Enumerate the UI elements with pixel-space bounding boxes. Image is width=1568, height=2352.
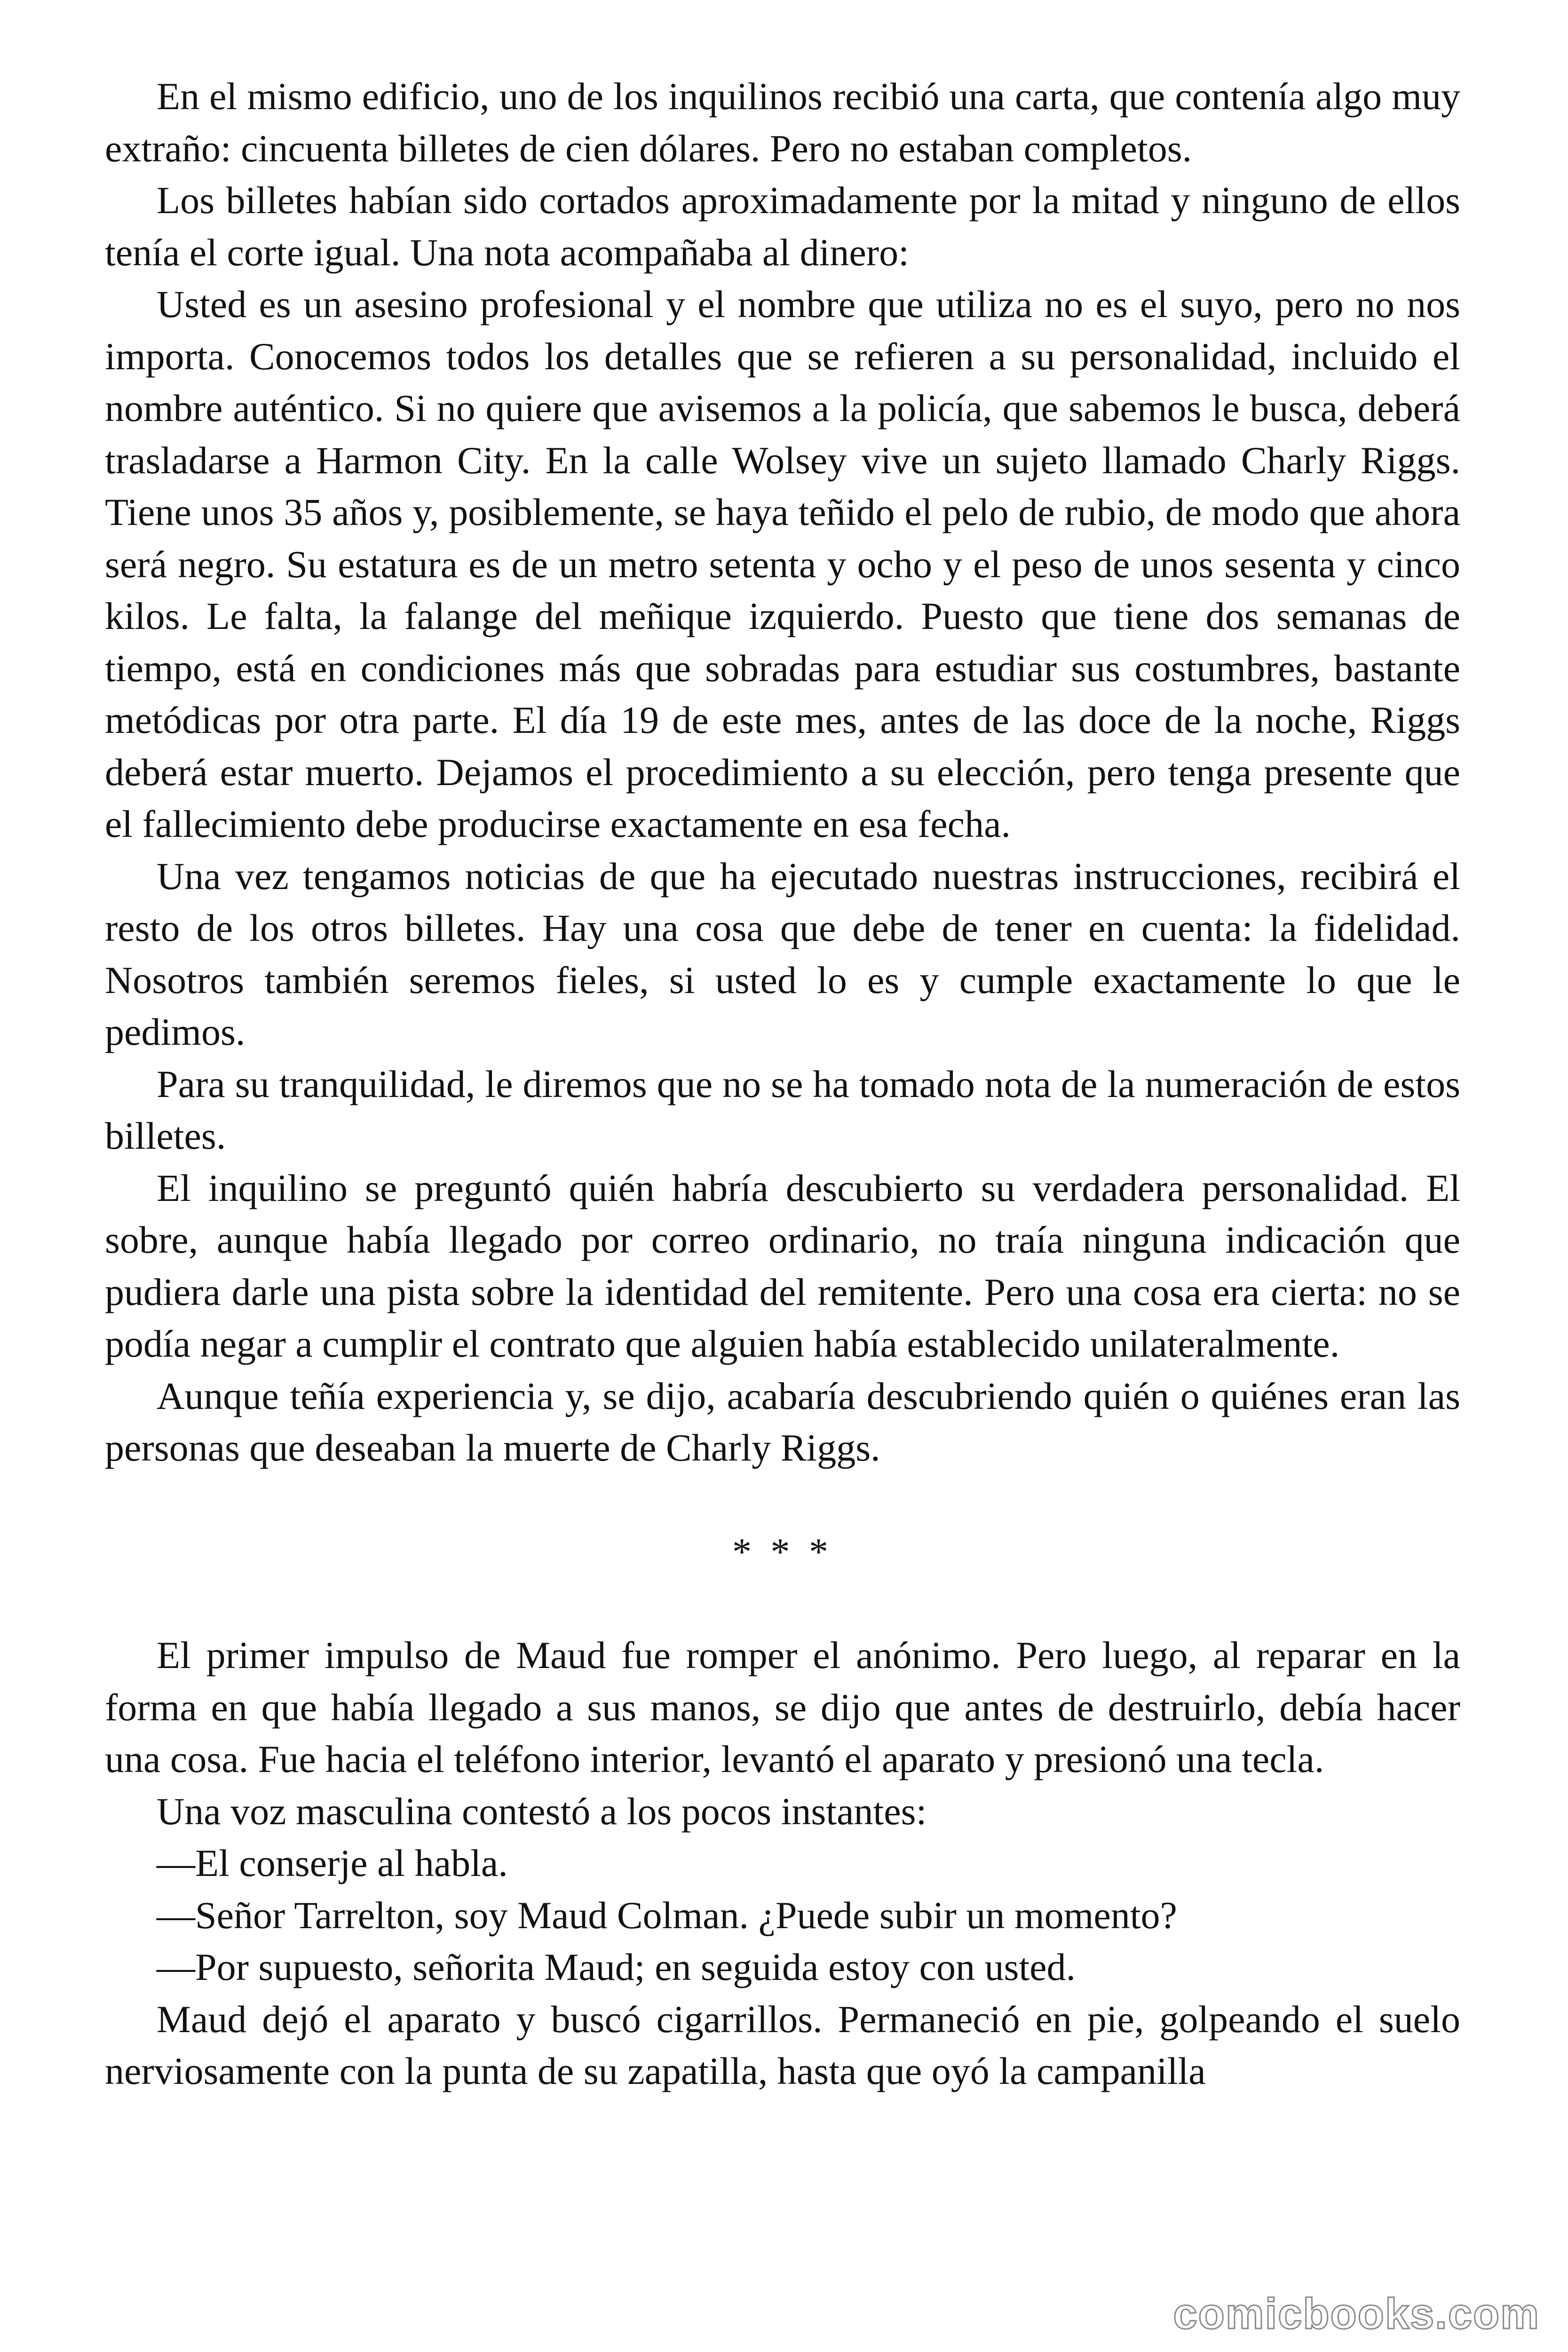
paragraph: En el mismo edificio, uno de los inquilinos recibió una carta, que contenía algo muy extraño: cincuenta billetes de cien dólares. Pero no estaban completos. [105, 75, 1460, 170]
paragraph: Una vez tengamos noticias de que ha ejecutado nuestras instrucciones, recibirá el resto de los otros billetes. Hay una cosa que debe de tener en cuenta: la fidelidad. Nosotros también seremos fieles, si usted lo es y cumple exactamente lo que le pedimos. [105, 854, 1460, 1053]
dialogue-line: —El conserje al habla. [157, 1842, 508, 1884]
paragraph: Usted es un asesino profesional y el nombre que utiliza no es el suyo, pero no nos importa. Conocemos todos los detalles que se refieren a su personalidad, incluido el nombre auténtico. Si no quiere que avisemos a la policía, que sabemos le busca, deberá trasladarse a Harmon City. En la calle Wolsey vive un sujeto llamado Charly Riggs. Tiene unos 35 años y, posiblemente, se haya teñido el pelo de rubio, de modo que ahora será negro. Su estatura es de un metro setenta y ocho y el peso de unos sesenta y cinco kilos. Le falta, la falange del meñique izquierdo. Puesto que tiene dos semanas de tiempo, está en condiciones más que sobradas para estudiar sus costumbres, bastante metódicas por otra parte. El día 19 de este mes, antes de las doce de la noche, Riggs deberá estar muerto. Dejamos el procedimiento a su elección, pero tenga presente que el fallecimiento debe producirse exactamente en esa fecha. [105, 283, 1460, 845]
paragraph: El inquilino se preguntó quién habría descubierto su verdadera personalidad. El sobre, aunque había llegado por correo ordinario, no traía ninguna indicación que pudiera darle una pista sobre la identidad del remitente. Pero una cosa era cierta: no se podía negar a cumplir el contrato que alguien había establecido unilateralmente. [105, 1166, 1460, 1365]
section-2 [105, 1629, 1460, 2098]
section-1 [105, 71, 1460, 1474]
paragraph: El primer impulso de Maud fue romper el anónimo. Pero luego, al reparar en la forma en que había llegado a sus manos, se dijo que antes de destruirlo, debía hacer una cosa. Fue hacia el teléfono interior, levantó el aparato y presionó una tecla. [105, 1634, 1460, 1780]
watermark-logo: comicbooks.com [1173, 2290, 1540, 2338]
paragraph: Los billetes habían sido cortados aproximadamente por la mitad y ninguno de ellos tenía el corte igual. Una nota acompañaba al dinero: [105, 179, 1460, 274]
dialogue-line: —Señor Tarrelton, soy Maud Colman. ¿Puede subir un momento? [157, 1893, 1177, 1937]
document-page [105, 71, 1460, 2098]
paragraph: Maud dejó el aparato y buscó cigarrillos. Permaneció en pie, golpeando el suelo nerviosamente con la punta de su zapatilla, hasta que oyó la campanilla [105, 1997, 1460, 2092]
paragraph: Una voz masculina contestó a los pocos instantes: [157, 1789, 927, 1833]
dialogue-line: —Por supuesto, señorita Maud; en seguida estoy con usted. [157, 1946, 1076, 1988]
paragraph: Para su tranquilidad, le diremos que no se ha tomado nota de la numeración de estos billetes. [105, 1062, 1460, 1157]
paragraph: Aunque teñía experiencia y, se dijo, acabaría descubriendo quién o quiénes eran las personas que deseaban la muerte de Charly Riggs. [105, 1374, 1460, 1469]
section-separator: * * * [732, 1530, 833, 1573]
